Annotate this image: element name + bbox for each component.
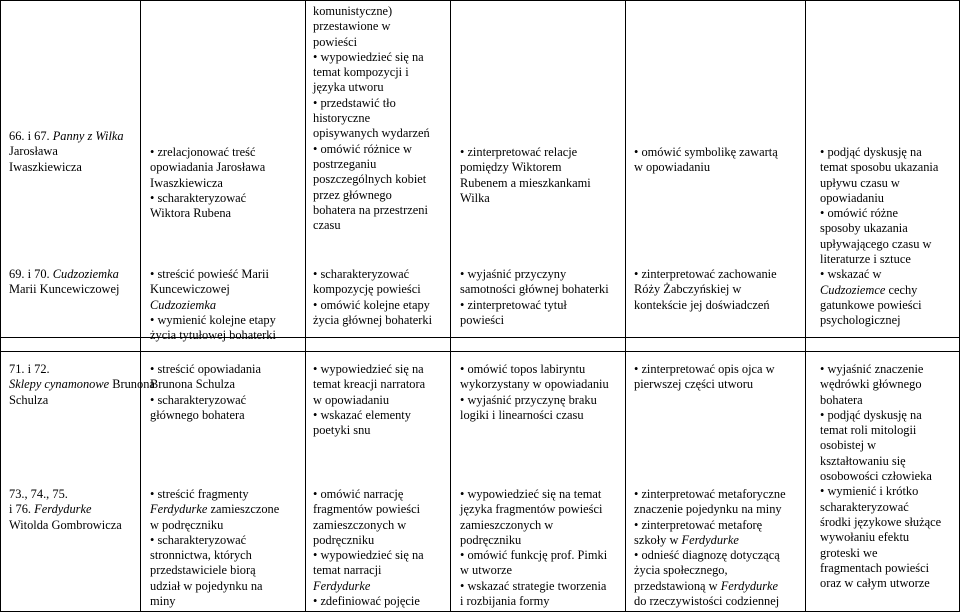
lesson-title: Ferdydurke xyxy=(34,502,92,517)
objectives-extended-71-72: • wypowiedzieć się na temat kreacji narratora w opowiadaniu • wskazać elementy poetyki snu xyxy=(313,362,425,438)
table-border-left xyxy=(0,0,1,612)
lesson-69-70 xyxy=(9,267,119,298)
table-border-top xyxy=(0,0,960,1)
table-divider-upper xyxy=(0,337,960,338)
objectives-full-69-70: • wyjaśnić przyczyny samotności głównej bohaterki • zinterpretować tytuł powieści xyxy=(460,267,609,328)
lesson-author: Jarosława Iwaszkiewicza xyxy=(9,144,82,174)
lesson-title: Sklepy cynamonowe xyxy=(9,377,110,392)
objectives-full-73-76: • wypowiedzieć się na temat języka fragmentów powieści zamieszczonych w podręczniku • omówić funkcję prof. Pimki w utworze • wskazać strategie tworzenia i rozbijania formy xyxy=(460,487,607,609)
objectives-basic-69-70: • streścić powieść Marii Kuncewiczowej Cudzoziemka • wymienić kolejne etapy życia tytułowej bohaterki xyxy=(150,267,276,343)
objectives-excellent-upper: • podjąć dyskusję na temat sposobu ukazania upływu czasu w opowiadaniu • omówić różne sposoby ukazania upływającego czasu w literaturze i sztuce • wskazać w Cudzoziemce cechy gatunkowe powieści psychologicznej xyxy=(820,145,938,329)
col-divider-3 xyxy=(450,0,451,612)
objectives-extra-69-70: • zinterpretować zachowanie Róży Żabczyńskiej w kontekście jej doświadczeń xyxy=(634,267,777,313)
objectives-extended-66-67: komunistyczne) przestawione w powieści • wypowiedzieć się na temat kompozycji i języka utworu • przedstawić tło historyczne opisywanych wydarzeń • omówić różnice w postrzeganiu poszczególnych kobiet przez głównego bohatera na przestrzeni czasu xyxy=(313,4,430,233)
lesson-author: Marii Kuncewiczowej xyxy=(9,282,120,297)
objectives-full-71-72: • omówić topos labiryntu wykorzystany w opowiadaniu • wyjaśnić przyczynę braku logiki i linearności czasu xyxy=(460,362,609,423)
lesson-number: 71. i 72. xyxy=(9,362,50,376)
objectives-extra-66-67: • omówić symbolikę zawartą w opowiadaniu xyxy=(634,145,778,176)
col-divider-4 xyxy=(625,0,626,612)
objectives-basic-73-76: • streścić fragmenty Ferdydurke zamieszczone w podręczniku • scharakteryzować stronnictwa, których przedstawiciele biorą udział w pojedynku na miny xyxy=(150,487,279,609)
objectives-extended-73-76: • omówić narrację fragmentów powieści zamieszczonych w podręczniku • wypowiedzieć się na temat narracji Ferdydurke • zdefiniować pojęcie xyxy=(313,487,424,609)
objectives-full-66-67: • zinterpretować relacje pomiędzy Wiktorem Rubenem a mieszkankami Wilka xyxy=(460,145,591,206)
lesson-71-72: 71. i 72. Sklepy cynamonowe Brunona Schulza xyxy=(9,362,155,407)
lesson-title: Panny z Wilka xyxy=(52,129,124,143)
objectives-extra-73-76: • zinterpretować metaforyczne znaczenie pojedynku na miny • zinterpretować metaforę szkoły w Ferdydurke • odnieść diagnozę dotyczącą życia społecznego, przedstawioną w Ferdydurke do rzeczywistości codziennej xyxy=(634,487,786,609)
objectives-extended-69-70: • scharakteryzować kompozycję powieści • omówić kolejne etapy życia głównej bohaterki xyxy=(313,267,432,328)
col-divider-1 xyxy=(140,0,141,612)
lesson-number: 66. i 67. xyxy=(9,129,50,143)
lesson-66-67 xyxy=(9,129,129,175)
objectives-basic-71-72: • streścić opowiadania Brunona Schulza • scharakteryzować głównego bohatera xyxy=(150,362,261,423)
col-divider-2 xyxy=(305,0,306,612)
table-divider-lower xyxy=(0,351,960,352)
lesson-number: 69. i 70. xyxy=(9,267,50,281)
lesson-author: Witolda Gombrowicza xyxy=(9,517,122,532)
objectives-basic-66-67: • zrelacjonować treść opowiadania Jarosława Iwaszkiewicza • scharakteryzować Wiktora Rubena xyxy=(150,145,265,221)
objectives-excellent-lower: • wyjaśnić znaczenie wędrówki głównego bohatera • podjąć dyskusję na temat roli mitologii osobistej w kształtowaniu się osobowości człowieka • wymienić i krótko scharakteryzować środki językowe służące wywołaniu efektu groteski we fragmentach powieści oraz w całym utworze xyxy=(820,362,941,591)
objectives-extra-71-72: • zinterpretować opis ojca w pierwszej części utworu xyxy=(634,362,775,393)
lesson-title: Cudzoziemka xyxy=(52,267,119,281)
lesson-73-76: 73., 74., 75. i 76. Ferdydurke Witolda Gombrowicza xyxy=(9,487,122,532)
col-divider-5 xyxy=(805,0,806,612)
